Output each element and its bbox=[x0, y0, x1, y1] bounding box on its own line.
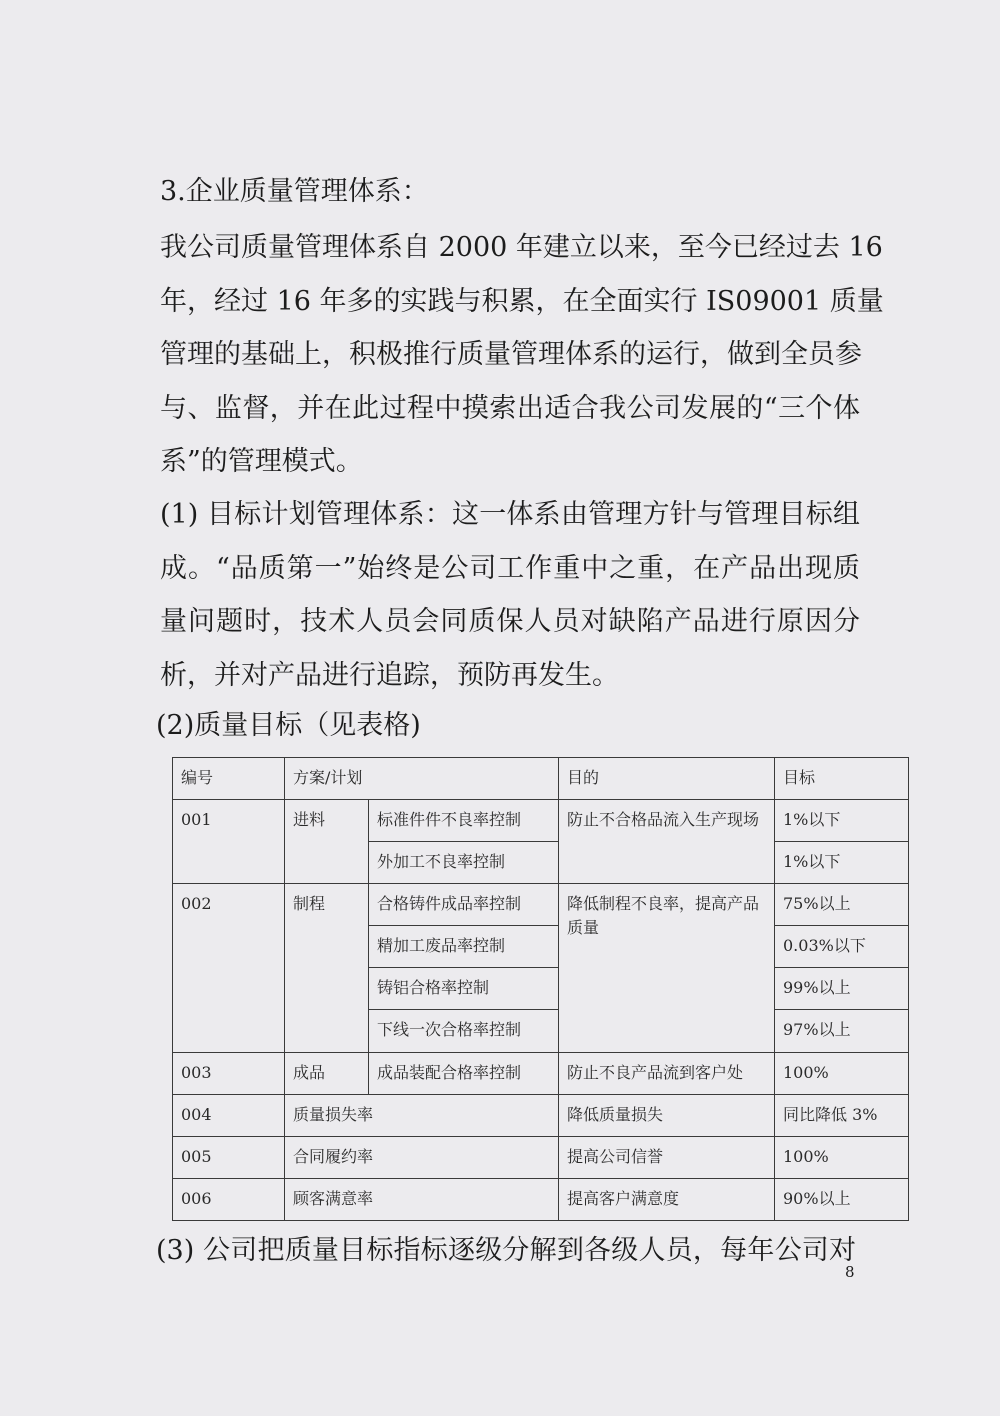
table-row bbox=[173, 1094, 909, 1136]
table-header-row bbox=[173, 758, 909, 800]
row-id: 004 bbox=[173, 1094, 285, 1136]
row-item: 标准件件不良率控制 bbox=[369, 800, 559, 842]
paragraph-2-line-1: (1) 目标计划管理体系：这一体系由管理方针与管理目标组 bbox=[160, 499, 860, 530]
row-target: 1%以下 bbox=[775, 800, 909, 842]
row-purpose: 降低制程不良率，提高产品质量 bbox=[559, 884, 775, 1052]
table-row bbox=[173, 1178, 909, 1220]
row-target: 97%以上 bbox=[775, 1010, 909, 1052]
header-target: 目标 bbox=[775, 758, 909, 800]
paragraph-2-line-3: 量问题时，技术人员会同质保人员对缺陷产品进行原因分 bbox=[160, 606, 860, 637]
paragraph-2-line-4: 析，并对产品进行追踪，预防再发生。 bbox=[160, 660, 619, 691]
row-id: 003 bbox=[173, 1052, 285, 1094]
row-purpose: 防止不良产品流到客户处 bbox=[559, 1052, 775, 1094]
row-category: 成品 bbox=[285, 1052, 369, 1094]
row-purpose: 提高公司信誉 bbox=[559, 1136, 775, 1178]
row-target: 99%以上 bbox=[775, 968, 909, 1010]
row-target: 1%以下 bbox=[775, 842, 909, 884]
row-target: 100% bbox=[775, 1052, 909, 1094]
row-plan: 质量损失率 bbox=[285, 1094, 559, 1136]
header-purpose: 目的 bbox=[559, 758, 775, 800]
table-row bbox=[173, 800, 909, 842]
row-target: 0.03%以下 bbox=[775, 926, 909, 968]
row-target: 同比降低 3% bbox=[775, 1094, 909, 1136]
header-plan: 方案/计划 bbox=[285, 758, 559, 800]
row-purpose: 防止不合格品流入生产现场 bbox=[559, 800, 775, 884]
section-title: 3.企业质量管理体系： bbox=[160, 176, 429, 207]
paragraph-1-line-2: 年，经过 16 年多的实践与积累，在全面实行 IS09001 质量 bbox=[160, 286, 884, 317]
table-caption: (2)质量目标（见表格) bbox=[156, 710, 421, 741]
row-id: 002 bbox=[173, 884, 285, 1052]
table-row bbox=[173, 1136, 909, 1178]
row-plan: 顾客满意率 bbox=[285, 1178, 559, 1220]
row-item: 外加工不良率控制 bbox=[369, 842, 559, 884]
page-number: 8 bbox=[845, 1263, 855, 1281]
row-category: 制程 bbox=[285, 884, 369, 1052]
row-category: 进料 bbox=[285, 800, 369, 884]
paragraph-1-line-5: 系”的管理模式。 bbox=[160, 446, 363, 477]
row-item: 下线一次合格率控制 bbox=[369, 1010, 559, 1052]
table-row bbox=[173, 1052, 909, 1094]
row-id: 006 bbox=[173, 1178, 285, 1220]
row-item: 合格铸件成品率控制 bbox=[369, 884, 559, 926]
paragraph-1-line-3: 管理的基础上，积极推行质量管理体系的运行，做到全员参 bbox=[160, 339, 862, 370]
row-purpose: 降低质量损失 bbox=[559, 1094, 775, 1136]
row-target: 100% bbox=[775, 1136, 909, 1178]
paragraph-1-line-4: 与、监督，并在此过程中摸索出适合我公司发展的“三个体 bbox=[160, 393, 860, 424]
paragraph-3-line-1: (3) 公司把质量目标指标逐级分解到各级人员，每年公司对 bbox=[156, 1235, 856, 1266]
row-item: 精加工废品率控制 bbox=[369, 926, 559, 968]
table-row bbox=[173, 884, 909, 926]
row-id: 005 bbox=[173, 1136, 285, 1178]
row-target: 90%以上 bbox=[775, 1178, 909, 1220]
paragraph-1-line-1: 我公司质量管理体系自 2000 年建立以来，至今已经过去 16 bbox=[160, 232, 883, 263]
row-plan: 合同履约率 bbox=[285, 1136, 559, 1178]
row-target: 75%以上 bbox=[775, 884, 909, 926]
row-item: 成品装配合格率控制 bbox=[369, 1052, 559, 1094]
row-id: 001 bbox=[173, 800, 285, 884]
header-id: 编号 bbox=[173, 758, 285, 800]
row-purpose: 提高客户满意度 bbox=[559, 1178, 775, 1220]
row-item: 铸铝合格率控制 bbox=[369, 968, 559, 1010]
quality-target-table bbox=[172, 757, 909, 1221]
paragraph-2-line-2: 成。“品质第一”始终是公司工作重中之重，在产品出现质 bbox=[160, 553, 860, 584]
